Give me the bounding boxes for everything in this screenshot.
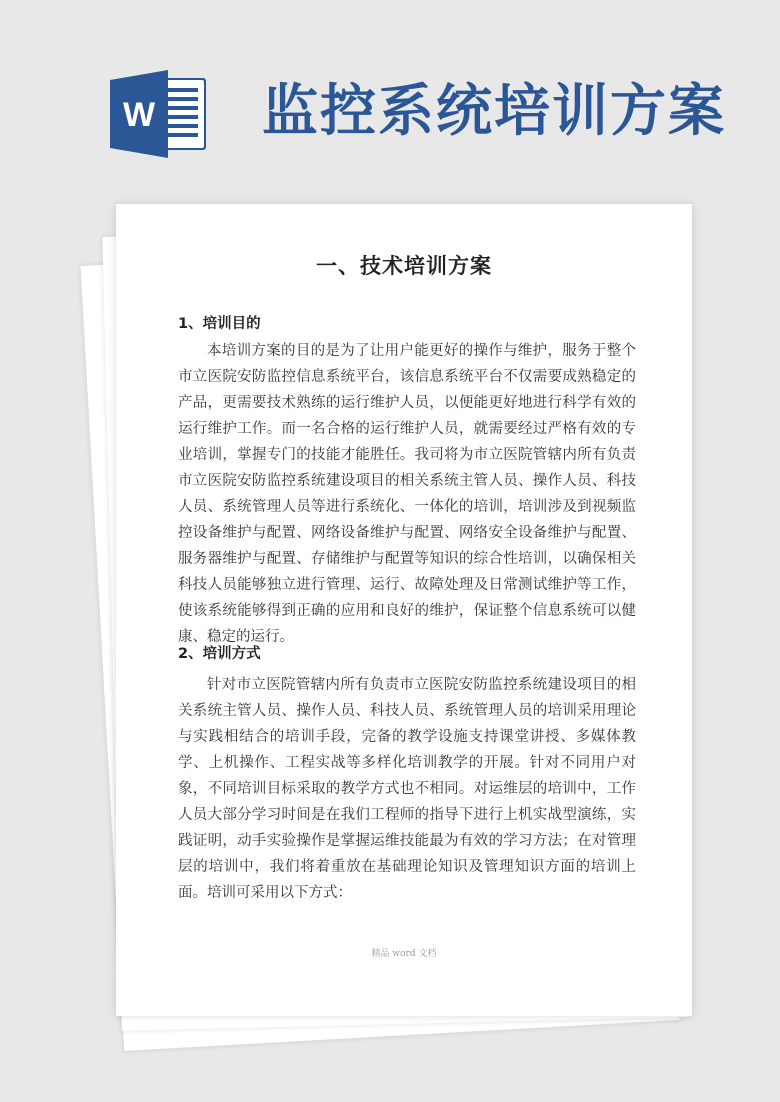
paragraph-method: 针对市立医院管辖内所有负责市立医院安防监控系统建设项目的相关系统主管人员、操作人员、科技人员、系统管理人员的培训采用理论与实践相结合的培训手段，完备的教学设施支持课堂讲授、多媒体教学、上机操作、工程实战等多样化培训教学的开展。针对不同用户对象，不同培训目标采取的教学方式也不相同。对运维层的培训中，工作人员大部分学习时间是在我们工程师的指导下进行上机实战型演练，实践证明，动手实验操作是掌握运维技能最为有效的学习方法；在对管理层的培训中，我们将着重放在基础理论知识及管理知识方面的培训上面。 bbox=[178, 677, 636, 901]
footer-note: 精品 word 文档 bbox=[371, 949, 437, 959]
word-icon-letter: W bbox=[122, 96, 156, 134]
document-heading: 一、技术培训方案 bbox=[316, 254, 492, 278]
section-heading-purpose: 1、培训目的 bbox=[178, 316, 261, 332]
paragraph-method-list-intro: 培训可采用以下方式： bbox=[207, 885, 352, 901]
document-page bbox=[116, 204, 692, 1016]
paragraph-purpose: 本培训方案的目的是为了让用户能更好的操作与维护，服务于整个市立医院安防监控信息系统平台，该信息系统平台不仅需要成熟稳定的产品，更需要技术熟练的运行维护人员，以便能更好地进行科学有效的运行维护工作。而一名合格的运行维护人员，就需要经过严格有效的专业培训，掌握专门的技能才能胜任。我司将为市立医院管辖内所有负责市立医院安防监控系统建设项目的相关系统主管人员、操作人员、科技人员、系统管理人员等进行系统化、一体化的培训，培训涉及到视频监控设备维护与配置、网络设备维护与配置、网络安全设备维护与配置、服务器维护与配置、存储维护与配置等知识的综合性培训，以确保相关科技人员能够独立进行管理、运行、故障处理及日常测试维护等工作，使该系统能够得到正确的应用和良好的维护，保证整个信息系统可以健康、稳定的运行。 bbox=[178, 343, 636, 645]
word-icon bbox=[108, 70, 208, 158]
section-heading-method: 2、培训方式 bbox=[178, 646, 261, 662]
page-title: 监控系统培训方案 bbox=[262, 79, 726, 144]
